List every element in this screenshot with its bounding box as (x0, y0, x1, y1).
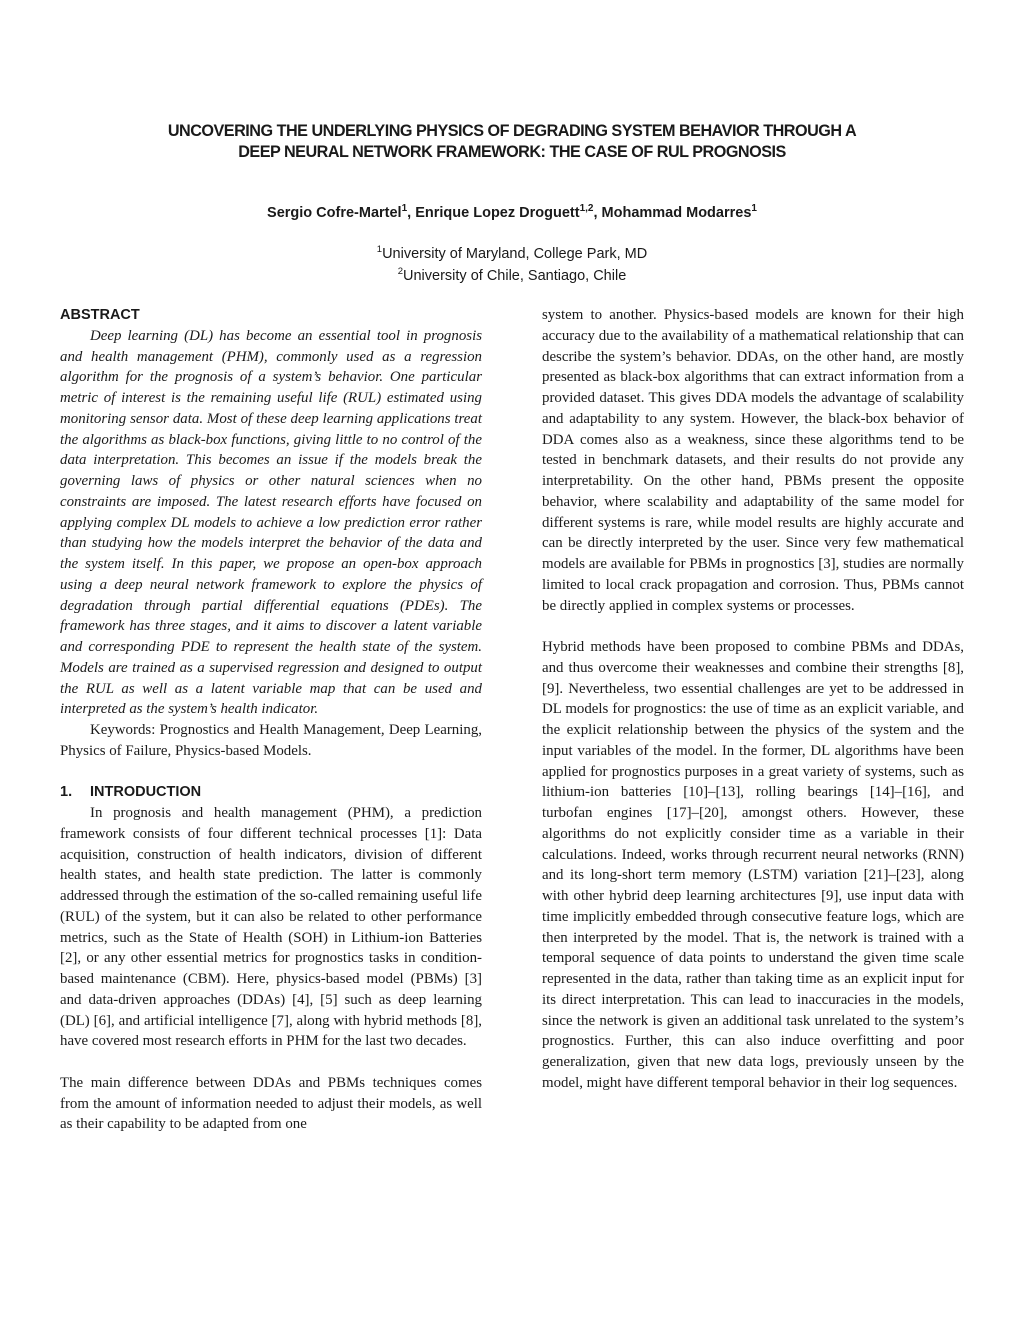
keywords: Keywords: Prognostics and Health Management, Deep Learning, Physics of Failure, Physics-based Models. (60, 722, 482, 759)
author-sep: , (593, 205, 602, 221)
title-line-1: UNCOVERING THE UNDERLYING PHYSICS OF DEGRADING SYSTEM BEHAVIOR THROUGH A (167, 122, 857, 140)
introduction-heading (60, 782, 482, 803)
author-1: Sergio Cofre-Martel (267, 205, 402, 221)
affiliation-1-text: University of Maryland, College Park, MD (382, 246, 648, 262)
intro-paragraph-3: Hybrid methods have been proposed to combine PBMs and DDAs, and thus overcome their weaknesses and combine their strengths [8], [9]. Nevertheless, two essential challenges are yet to be addressed in DL models for prognostics: the use of time as an explicit variable, and the explicit relationship between the physics of the system and the input variables of the model. In the former, DL algorithms have been applied for prognostics purposes in a great variety of systems, such as lithium-ion batteries [10]–[13], rolling bearings [14]–[16], and turbofan engines [17]–[20], amongst others. However, these algorithms do not explicitly consider time as a variable in their calculations. Indeed, works through recurrent neural networks (RNN) and its long-short term memory (LSTM) variation [21]–[23], along with other hybrid deep learning architectures [9], use input data with time implicitly embedded through consecutive feature logs, which are then interpreted by the model. That is, the network is trained with a temporal sequence of data points to understand the given time scale represented in the data, rather than taking time as an explicit input for its direct interpretation. This can lead to inaccuracies in the models, since the network is given an additional task unrelated to the system’s prognostics. Further, this can also induce overfitting and poor generalization, given that new data logs, previously unseen by the model, might have different temporal behavior in their log sequences. (542, 639, 964, 1091)
affiliation-2-marker: 2 (397, 265, 404, 277)
author-1-affil: 1 (401, 203, 408, 215)
section-title: INTRODUCTION (90, 784, 202, 801)
author-2-affil: 1,2 (579, 203, 594, 215)
abstract-body: Deep learning (DL) has become an essential tool in prognosis and health management (PHM), commonly used as a regression algorithm for the prognosis of a system’s behavior. One particular metric of interest is the remaining useful life (RUL) estimated using monitoring sensor data. Most of these deep learning applications treat the algorithms as black-box functions, giving little to no control of the data interpretation. This becomes an issue if the models break the governing laws of physics or other natural sciences when no constraints are imposed. The latest research efforts have focused on applying complex DL models to achieve a low prediction error rather than studying how the models interpret the behavior of the data and the system itself. In this paper, we propose an open-box approach using a deep neural network framework to explore the physics of degradation through partial differential equations (PDEs). The framework has three stages, and it aims to discover a latent variable and corresponding PDE to represent the health state of the system. Models are trained as a supervised regression and designed to output the RUL as well as a latent variable map that can be used and interpreted as the system’s health indicator. (60, 327, 482, 718)
intro-paragraph-2-continued: system to another. Physics-based models are known for their high accuracy due to the availability of a mathematical relationship that can describe the system’s behavior. DDAs, on the other hand, are mostly presented as black-box algorithms that can extract information from a provided dataset. This gives DDA models the advantage of scalability and adaptability to any system. However, the black-box behavior of DDA comes also as a weakness, since these algorithms tend to be tested in benchmark datasets, and their results do not provide any interpretability. On the other hand, PBMs present the opposite behavior, where scalability and adaptability of the same model for different systems is rare, while model results are highly accurate and can be directly interpreted by the user. Since very few mathematical models are available for PBMs in prognostics [3], studies are normally limited to local crack propagation and corrosion. Thus, PBMs cannot be directly applied in complex systems or processes. (542, 307, 964, 614)
affiliations (90, 244, 934, 287)
intro-paragraph-2: The main difference between DDAs and PBMs techniques comes from the amount of information needed to adjust their models, as well as their capability to be adapted from one (60, 1074, 482, 1133)
section-number: 1. (60, 784, 73, 801)
title-line-2: DEEP NEURAL NETWORK FRAMEWORK: THE CASE OF RUL PROGNOSIS (238, 143, 786, 161)
intro-paragraph-1: In prognosis and health management (PHM), a prediction framework consists of four different technical processes [1]: Data acquisition, construction of health indicators, division of different health states, and health state prediction. The latter is commonly addressed through the estimation of the so-called remaining useful life (RUL) of the system, but it can also be related to other performance metrics, such as the State of Health (SOH) in Lithium-ion Batteries [2], or any other essential metrics for prognostics tasks in condition-based maintenance (CBM). Here, physics-based model (PBMs) [3] and data-driven approaches (DDAs) [4], [5] such as deep learning (DL) [6], and artificial intelligence [7], along with hybrid methods [8], have covered most research efforts in PHM for the last two decades. (60, 805, 482, 1050)
abstract-heading: ABSTRACT (60, 307, 140, 323)
affiliation-2-text: University of Chile, Santiago, Chile (403, 267, 627, 284)
left-column (60, 305, 482, 1135)
author-list (90, 203, 934, 223)
paper-title (90, 121, 934, 163)
author-2: Enrique Lopez Droguett (415, 205, 580, 221)
affiliation-1-marker: 1 (376, 244, 383, 256)
author-sep: , (407, 205, 416, 221)
affiliation-2 (90, 266, 934, 288)
affiliation-1 (90, 244, 934, 266)
right-column (542, 305, 964, 1094)
author-3: Mohammad Modarres (601, 205, 752, 221)
author-3-affil: 1 (751, 203, 757, 215)
